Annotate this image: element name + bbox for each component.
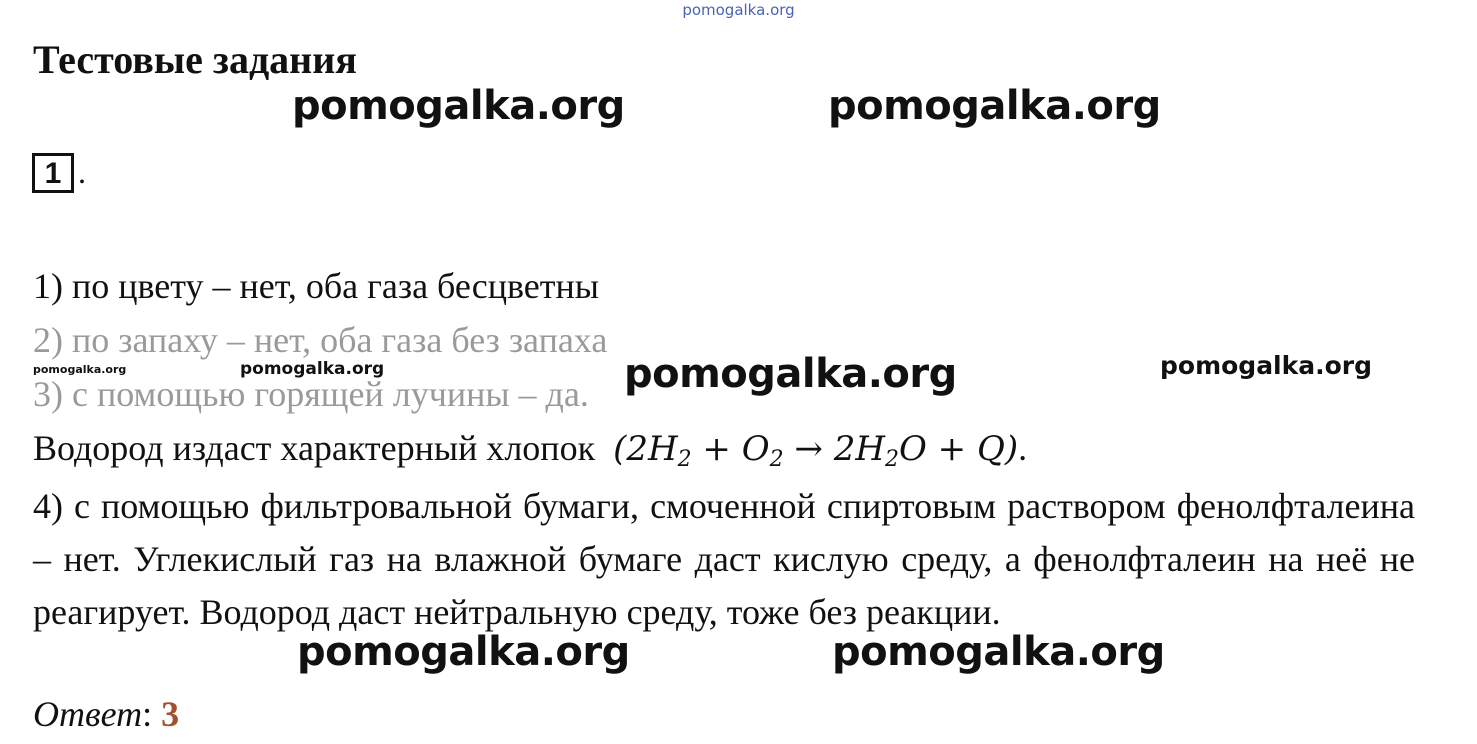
watermark: pomogalka.org [624, 351, 957, 397]
answer-label: Ответ [33, 694, 143, 734]
option-3: 3) с помощью горящей лучины – да. [33, 374, 589, 414]
reaction-formula: $(2H_2 + O_2 \to 2H_2O + Q)$ [613, 429, 1019, 472]
answer-colon: : [142, 694, 162, 734]
option-3-explanation [33, 430, 1027, 471]
page-title: Тестовые задания [33, 37, 357, 82]
option-2: 2) по запаху – нет, оба газа без запаха [33, 320, 608, 360]
answer [33, 696, 179, 732]
watermark: pomogalka.org [297, 629, 630, 675]
watermark: pomogalka.org [33, 363, 127, 376]
watermark: pomogalka.org [828, 83, 1161, 129]
task-number-box: 1 [32, 153, 74, 193]
explanation-text: Водород издаст характерный хлопок [33, 428, 596, 468]
watermark: pomogalka.org [292, 83, 625, 129]
option-4: 4) с помощью фильтровальной бумаги, смоченной спиртовым раствором фенолфталеина – нет. Углекислый газ на влажной бумаге даст кислую среду, а фенолфталеин на неё не реагирует. Водород даст нейтральную среду, тоже без реакции. [33, 486, 1415, 632]
task-number-dot: . [78, 154, 86, 190]
answer-value: 3 [161, 694, 180, 734]
watermark: pomogalka.org [1160, 351, 1373, 380]
watermark: pomogalka.org [240, 359, 385, 379]
option-1: 1) по цвету – нет, оба газа бесцветны [33, 266, 599, 306]
watermark: pomogalka.org [832, 629, 1165, 675]
explanation-end: . [1018, 428, 1028, 468]
watermark-top: pomogalka.org [682, 1, 795, 19]
